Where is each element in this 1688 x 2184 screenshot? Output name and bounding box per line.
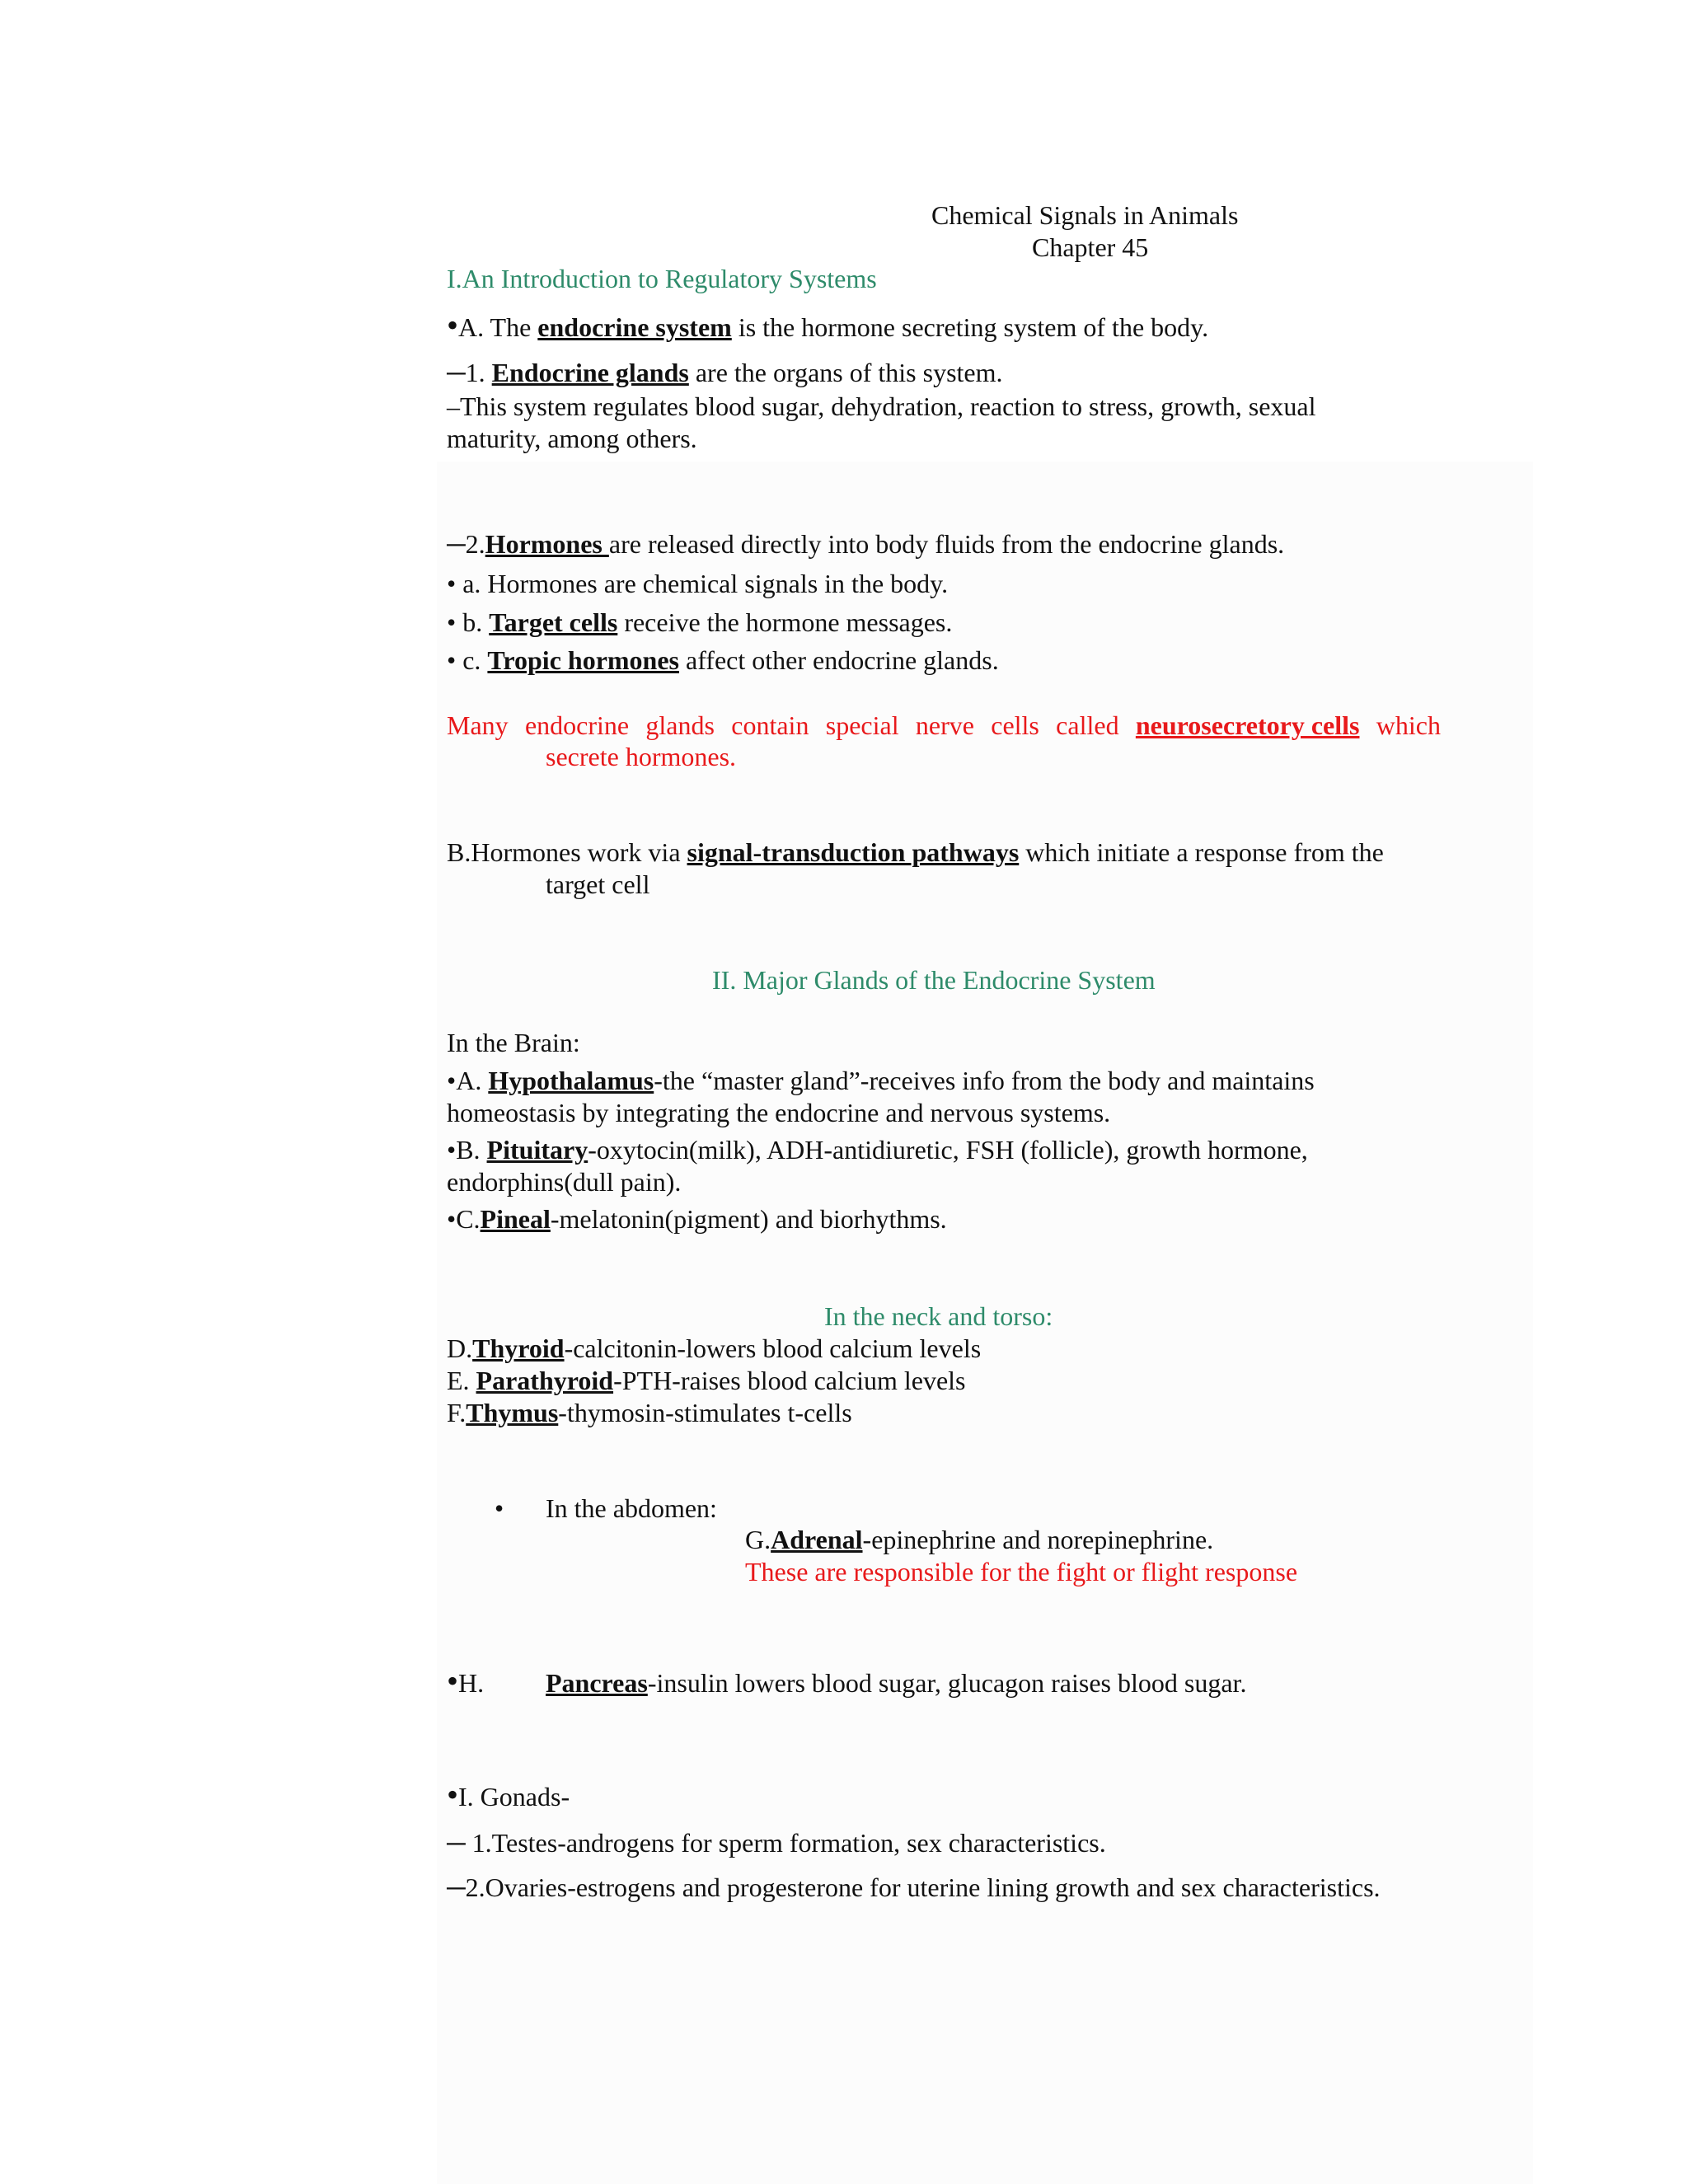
dash-icon: ─ <box>447 529 466 559</box>
item-1A: •A. The endocrine system is the hormone secreting system of the body. <box>447 307 1209 344</box>
item-2C: •C.Pineal-melatonin(pigment) and biorhythms. <box>447 1204 947 1234</box>
brain-label: In the Brain: <box>447 1028 580 1057</box>
bullet-icon: • <box>447 569 457 598</box>
dash-icon: ─ <box>447 1872 466 1902</box>
item-2H: •H. <box>447 1662 485 1699</box>
key-term: Thyroid <box>472 1333 565 1363</box>
abdomen-bullet-icon: • <box>495 1493 504 1523</box>
document-title: Chemical Signals in Animals <box>931 200 1239 230</box>
bullet-icon: • <box>447 645 457 675</box>
item-2A-line2: homeostasis by integrating the endocrine and nervous systems. <box>447 1098 1111 1127</box>
item-2G: G.Adrenal-epinephrine and norepinephrine. <box>745 1525 1214 1554</box>
neurosecretory-note-line1: Many endocrine glands contain special nerve cells called neurosecretory cells which <box>447 710 1441 740</box>
item-2F: F.Thymus-thymosin-stimulates t-cells <box>447 1398 852 1427</box>
item-1A2: ─2.Hormones are released directly into body fluids from the endocrine glands. <box>447 529 1285 559</box>
item-1A1: ─1. Endocrine glands are the organs of this system. <box>447 358 1003 387</box>
bullet-icon: • <box>447 1776 459 1813</box>
key-term: Adrenal <box>771 1525 863 1554</box>
bullet-icon: • <box>447 1135 457 1165</box>
dash-icon: ─ <box>447 1828 466 1858</box>
item-2B: •B. Pituitary-oxytocin(milk), ADH-antidiuretic, FSH (follicle), growth hormone, <box>447 1135 1308 1165</box>
item-1a: • a. Hormones are chemical signals in the body. <box>447 569 949 598</box>
item-2A: •A. Hypothalamus-the “master gland”-receives info from the body and maintains <box>447 1066 1315 1095</box>
key-term: Hypothalamus <box>488 1066 654 1095</box>
item-2E: E. Parathyroid-PTH-raises blood calcium levels <box>447 1366 966 1395</box>
key-term: Pineal <box>480 1204 551 1234</box>
item-2H-body: Pancreas-insulin lowers blood sugar, glucagon raises blood sugar. <box>546 1668 1247 1698</box>
key-term: Target cells <box>489 607 618 637</box>
bullet-icon: • <box>447 607 457 637</box>
item-1A1-note-line1: –This system regulates blood sugar, dehydration, reaction to stress, growth, sexual <box>447 391 1316 421</box>
item-1B-line2: target cell <box>546 869 650 899</box>
key-term: Pituitary <box>486 1135 588 1165</box>
key-term: signal-transduction pathways <box>687 837 1020 867</box>
item-2I2: ─2.Ovaries-estrogens and progesterone for uterine lining growth and sex characteristics. <box>447 1872 1381 1902</box>
neck-torso-heading: In the neck and torso: <box>824 1301 1053 1331</box>
bullet-icon: • <box>447 307 459 344</box>
item-2G-note: These are responsible for the fight or flight response <box>745 1557 1298 1586</box>
bullet-icon: • <box>447 1662 459 1699</box>
item-1B: B.Hormones work via signal-transduction pathways which initiate a response from the <box>447 837 1384 867</box>
abdomen-label: In the abdomen: <box>546 1493 717 1523</box>
item-1A1-note-line2: maturity, among others. <box>447 424 697 453</box>
key-term: neurosecretory cells <box>1135 710 1360 740</box>
bullet-icon: • <box>447 1066 457 1095</box>
item-1c: • c. Tropic hormones affect other endocrine glands. <box>447 645 999 675</box>
key-term: Thymus <box>466 1398 559 1427</box>
key-term: Endocrine glands <box>491 358 689 387</box>
item-2I: •I. Gonads- <box>447 1776 570 1813</box>
item-2I1: ─ 1.Testes-androgens for sperm formation, sex characteristics. <box>447 1828 1106 1858</box>
section-2-heading: II. Major Glands of the Endocrine System <box>712 965 1156 995</box>
bullet-icon: • <box>447 1204 457 1234</box>
key-term: endocrine system <box>537 312 732 342</box>
key-term: Pancreas <box>546 1668 648 1698</box>
item-1b: • b. Target cells receive the hormone messages. <box>447 607 953 637</box>
key-term: Hormones <box>485 529 609 559</box>
section-1-heading: I.An Introduction to Regulatory Systems <box>447 264 877 293</box>
key-term: Parathyroid <box>476 1366 614 1395</box>
chapter-label: Chapter 45 <box>1032 232 1149 262</box>
item-2B-line2: endorphins(dull pain). <box>447 1167 682 1197</box>
item-2D: D.Thyroid-calcitonin-lowers blood calcium levels <box>447 1333 982 1363</box>
dash-icon: ─ <box>447 358 466 387</box>
key-term: Tropic hormones <box>487 645 679 675</box>
neurosecretory-note-line2: secrete hormones. <box>546 742 737 771</box>
